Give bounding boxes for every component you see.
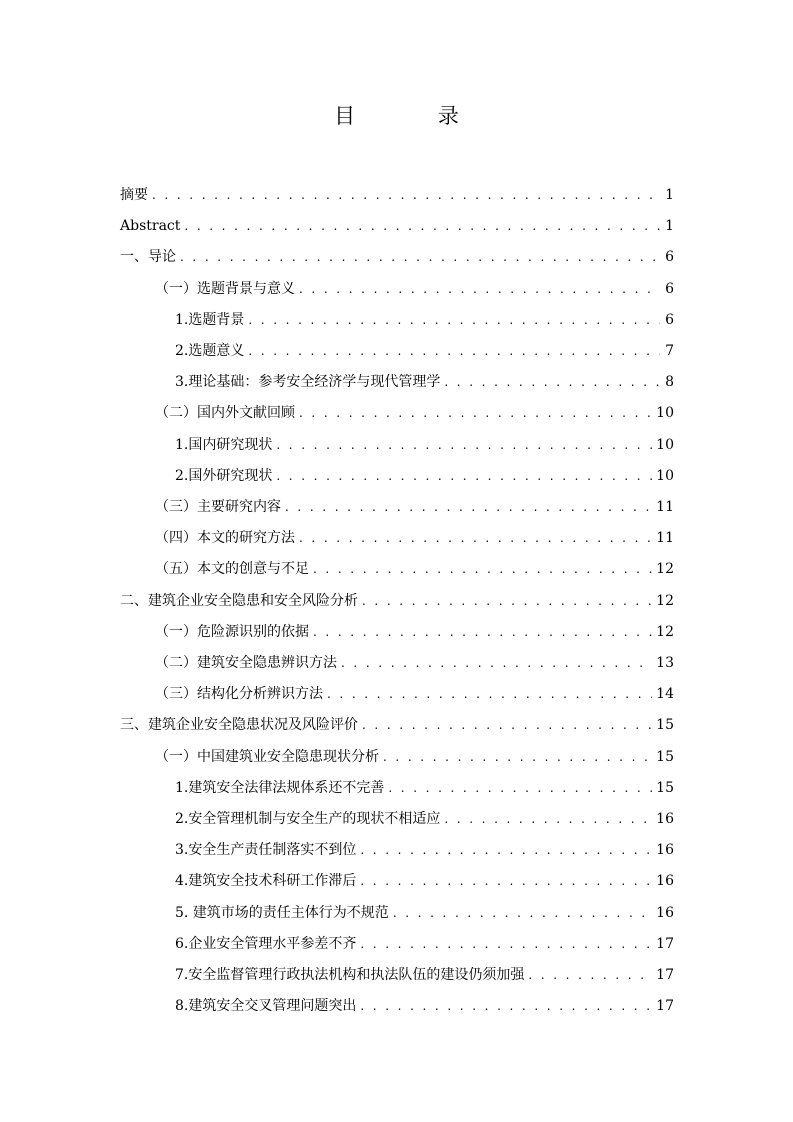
toc-entry-title: 1.选题背景 — [175, 311, 245, 328]
toc-dot-leader — [444, 367, 660, 398]
toc-page-number: 17 — [656, 967, 674, 983]
toc-entry[interactable] — [120, 211, 674, 242]
toc-page-number: 1 — [665, 187, 674, 203]
toc-entry[interactable] — [155, 617, 674, 648]
toc-page-number: 15 — [656, 717, 674, 734]
toc-dot-leader — [313, 617, 652, 648]
toc-page-number: 10 — [656, 436, 674, 453]
toc-entry-title: （三）主要研究内容 — [155, 499, 281, 515]
toc-dot-leader — [383, 742, 652, 773]
toc-entry[interactable] — [175, 866, 674, 897]
toc-entry-title: 2.选题意义 — [175, 343, 245, 359]
toc-entry-title: （三）结构化分析辨识方法 — [155, 686, 323, 703]
toc-dot-leader — [327, 679, 652, 710]
toc-entry[interactable] — [120, 242, 674, 273]
toc-dot-leader — [360, 929, 652, 960]
toc-entry-title: （一）选题背景与意义 — [155, 280, 295, 297]
toc-entry-title: 二、建筑企业安全隐患和安全风险分析 — [120, 592, 358, 609]
toc-entry[interactable] — [175, 305, 674, 336]
toc-page-number: 12 — [656, 592, 674, 609]
toc-entry[interactable] — [155, 554, 674, 585]
toc-entry-title: 2.安全管理机制与安全生产的现状不相适应 — [175, 811, 441, 827]
toc-entry-title: 4.建筑安全技术科研工作滞后 — [175, 873, 357, 890]
toc-entry[interactable] — [155, 274, 674, 305]
toc-entry-title: 8.建筑安全交叉管理问题突出 — [175, 998, 357, 1015]
toc-dot-leader — [388, 773, 652, 804]
toc-page-number: 10 — [656, 467, 674, 484]
toc-page-number: 16 — [656, 842, 674, 859]
toc-dot-leader — [299, 523, 652, 554]
toc-dot-leader — [152, 180, 660, 211]
toc-dot-leader — [528, 960, 652, 991]
toc-dot-leader — [313, 554, 652, 585]
toc-entry[interactable] — [175, 991, 674, 1022]
toc-page-number: 13 — [656, 655, 674, 671]
toc-dot-leader — [362, 586, 652, 617]
toc-entry[interactable] — [175, 835, 674, 866]
toc-entry-title: 1.建筑安全法律法规体系还不完善 — [175, 779, 385, 796]
toc-page-number: 12 — [656, 623, 674, 640]
toc-page-number: 14 — [656, 686, 674, 703]
toc-dot-leader — [184, 211, 660, 242]
toc-entry-title: 一、导论 — [120, 249, 176, 266]
toc-entry[interactable] — [175, 461, 674, 492]
toc-entry[interactable] — [155, 679, 674, 710]
toc-entry[interactable] — [175, 773, 674, 804]
toc-page-number: 1 — [665, 218, 674, 235]
toc-entry[interactable] — [175, 929, 674, 960]
toc-page-number: 10 — [656, 405, 674, 422]
toc-entry-title: 2.国外研究现状 — [175, 467, 273, 484]
toc-entry[interactable] — [175, 336, 674, 367]
toc-page-number: 16 — [656, 873, 674, 890]
toc-dot-leader — [180, 242, 660, 273]
toc-entry[interactable] — [175, 430, 674, 461]
toc-entry-title: （二）国内外文献回顾 — [155, 405, 295, 422]
toc-entry[interactable] — [155, 742, 674, 773]
toc-page-number: 6 — [665, 280, 674, 297]
toc-dot-leader — [360, 866, 652, 897]
toc-entry-title: 1.国内研究现状 — [175, 436, 273, 453]
toc-entry[interactable] — [120, 710, 674, 741]
toc-entry-title: （一）中国建筑业安全隐患现状分析 — [155, 748, 379, 765]
toc-entry-title: 6.企业安全管理水平参差不齐 — [175, 935, 357, 952]
toc-page-number: 11 — [656, 530, 674, 547]
toc-dot-leader — [362, 710, 652, 741]
toc-page-number: 17 — [656, 998, 674, 1015]
toc-dot-leader — [285, 492, 652, 523]
toc-entry[interactable] — [155, 398, 674, 429]
toc-entry-title: 三、建筑企业安全隐患状况及风险评价 — [120, 717, 358, 734]
toc-page-number: 15 — [656, 779, 674, 796]
toc-entry[interactable] — [175, 960, 674, 991]
toc-page-number: 6 — [665, 249, 674, 266]
toc-page-number: 7 — [665, 343, 674, 359]
toc-dot-leader — [248, 336, 660, 367]
toc-entry-title: （四）本文的研究方法 — [155, 530, 295, 547]
toc-entry[interactable] — [175, 898, 674, 929]
toc-page-number: 16 — [656, 904, 674, 921]
toc-dot-leader — [360, 991, 652, 1022]
toc-page-number: 11 — [656, 499, 674, 515]
toc-entry-title: （五）本文的创意与不足 — [155, 561, 309, 578]
toc-dot-leader — [393, 898, 652, 929]
toc-entry-title: 5. 建筑市场的责任主体行为不规范 — [175, 904, 389, 921]
toc-dot-leader — [248, 305, 660, 336]
toc-page-number: 15 — [656, 748, 674, 765]
toc-page-number: 16 — [656, 811, 674, 827]
toc-dot-leader — [276, 461, 652, 492]
toc-entry-title: （二）建筑安全隐患辨识方法 — [155, 655, 337, 671]
toc-entry[interactable] — [175, 804, 674, 835]
page-title: 目 录 — [334, 104, 497, 128]
toc-dot-leader — [341, 648, 652, 679]
toc-page-number: 17 — [656, 935, 674, 952]
toc-entry[interactable] — [120, 586, 674, 617]
toc-entry-title: Abstract — [120, 218, 181, 235]
toc-entry-title: 7.安全监督管理行政执法机构和执法队伍的建设仍须加强 — [175, 967, 525, 983]
toc-entry[interactable] — [175, 367, 674, 398]
toc-dot-leader — [276, 430, 652, 461]
toc-entry-title: （一）危险源识别的依据 — [155, 623, 309, 640]
toc-entry[interactable] — [120, 180, 674, 211]
toc-page-number: 6 — [665, 311, 674, 328]
toc-dot-leader — [360, 835, 652, 866]
toc-dot-leader — [299, 274, 660, 305]
toc-page-number: 12 — [656, 561, 674, 578]
toc-dot-leader — [444, 804, 652, 835]
toc-dot-leader — [299, 398, 652, 429]
toc-entry[interactable] — [155, 523, 674, 554]
toc-entry-title: 摘要 — [120, 187, 148, 203]
toc-entry[interactable] — [155, 492, 674, 523]
toc-entry-title: 3.安全生产责任制落实不到位 — [175, 842, 357, 859]
toc-page-number: 8 — [665, 374, 674, 391]
toc-entry[interactable] — [155, 648, 674, 679]
toc-entry-title: 3.理论基础：参考安全经济学与现代管理学 — [175, 374, 441, 391]
